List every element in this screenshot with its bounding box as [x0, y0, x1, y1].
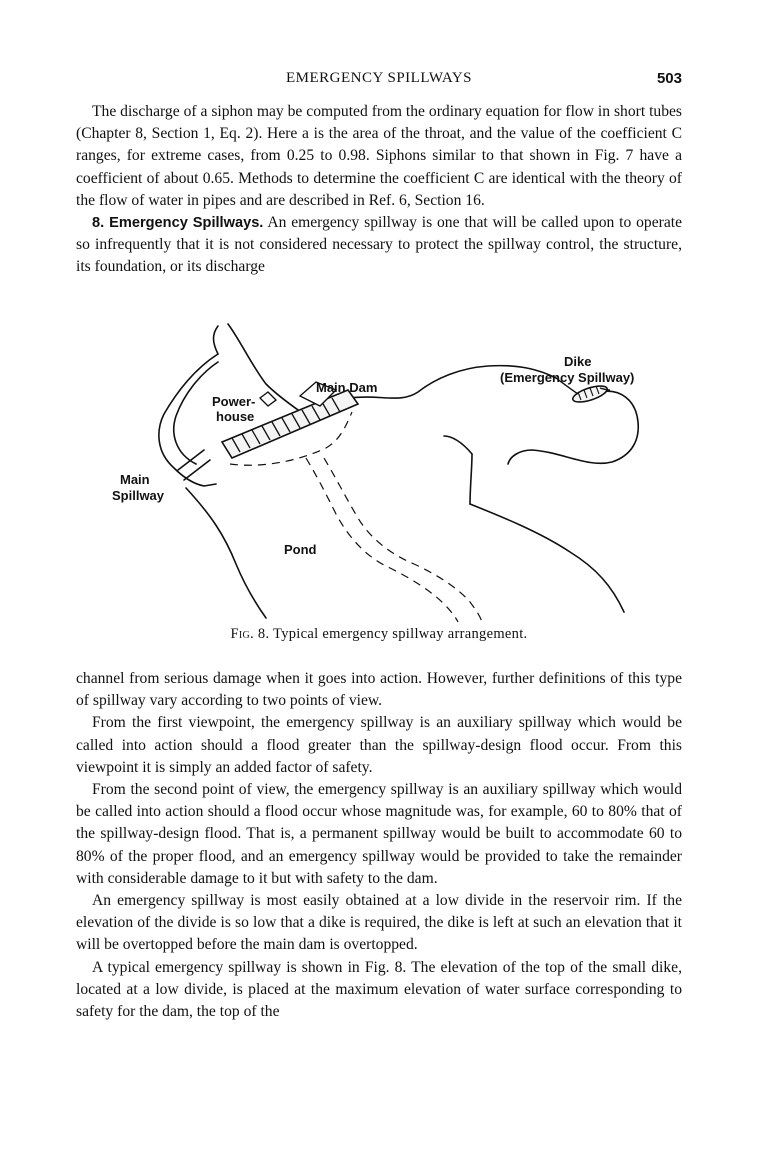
reservoir-shore-inner-left: [174, 362, 218, 464]
label-dike-1: Dike: [564, 354, 592, 369]
label-powerhouse-1: Power-: [212, 394, 256, 409]
label-powerhouse-2: house: [216, 409, 255, 424]
label-main-dam: Main Dam: [316, 380, 378, 395]
label-pond: Pond: [284, 542, 317, 557]
downstream-valley-right-c: [444, 436, 472, 454]
top-text-block: [76, 101, 682, 279]
figure-8: [100, 318, 680, 630]
paragraph: A typical emergency spillway is shown in Fig. 8. The elevation of the top of the small dike, located at a low divide, is placed at the maximum elevation of water surface corresponding to safety for the dam, the top of the: [76, 958, 682, 1021]
paragraph: An emergency spillway is most easily obtained at a low divide in the reservoir rim. If the elevation of the divide is so low that a dike is required, the dike is left at such an elevation that it will be overtopped before the main dam is overtopped.: [76, 892, 682, 954]
bottom-text-block: [76, 668, 682, 1023]
caption-text: Typical emergency spillway arrangement.: [273, 626, 528, 642]
page-number: 503: [656, 70, 682, 87]
section-heading: 8. Emergency Spillways.: [92, 215, 264, 232]
downstream-valley-right-a: [470, 454, 472, 504]
running-title: EMERGENCY SPILLWAYS: [285, 70, 473, 86]
downstream-valley-left: [186, 488, 266, 618]
paragraph: The discharge of a siphon may be computed from the ordinary equation for flow in short tubes (Chapter 8, Section 1, Eq. 2). Here a is the area of the throat, and the value of the coefficient C ranges, for extreme cases, from 0.25 to 0.98. Siphons similar to that shown in Fig. 7 have a coefficient of about 0.65. Methods to determine the coefficient C are identical with the theory of the flow of water in pipes and are described in Ref. 6, Section 16.: [76, 103, 682, 209]
section-text: An emergency spillway is one that will be called upon to operate so infrequently that it is not considered necessary to protect the spillway control, the structure, its foundation, or its discharge: [76, 214, 682, 276]
section-paragraph: [76, 212, 682, 279]
reservoir-shore-left: [159, 354, 218, 486]
label-main-spillway-2: Spillway: [112, 488, 165, 503]
running-header: [76, 70, 682, 94]
label-main-spillway-1: Main: [120, 472, 150, 487]
reservoir-shore-upper-left: [214, 326, 219, 354]
label-dike-2: (Emergency Spillway): [500, 370, 635, 385]
powerhouse-block: [260, 392, 276, 406]
figure-caption: [76, 626, 682, 643]
paragraph: channel from serious damage when it goes into action. However, further definitions of this type of spillway vary according to two points of view.: [76, 670, 682, 710]
caption-number: Fig. 8.: [230, 626, 270, 642]
downstream-valley-right-b: [470, 504, 624, 612]
spillway-diagram: [100, 318, 680, 630]
reservoir-shore-dike-right: [508, 391, 638, 464]
paragraph: From the second point of view, the emergency spillway is an auxiliary spillway which would be called into action should a flood occur whose magnitude was, for example, 60 to 80% that of the spillway-design flood. That is, a permanent spillway would be built to accommodate 60 to 80% of the proper flood, and an emergency spillway would be provided to take the remainder with considerable damage to it but with safety to the dam.: [76, 781, 682, 887]
paragraph: From the first viewpoint, the emergency spillway is an auxiliary spillway which would be called into action should a flood greater than the spillway-design flood occur. From this viewpoint it is simply an added factor of safety.: [76, 714, 682, 776]
